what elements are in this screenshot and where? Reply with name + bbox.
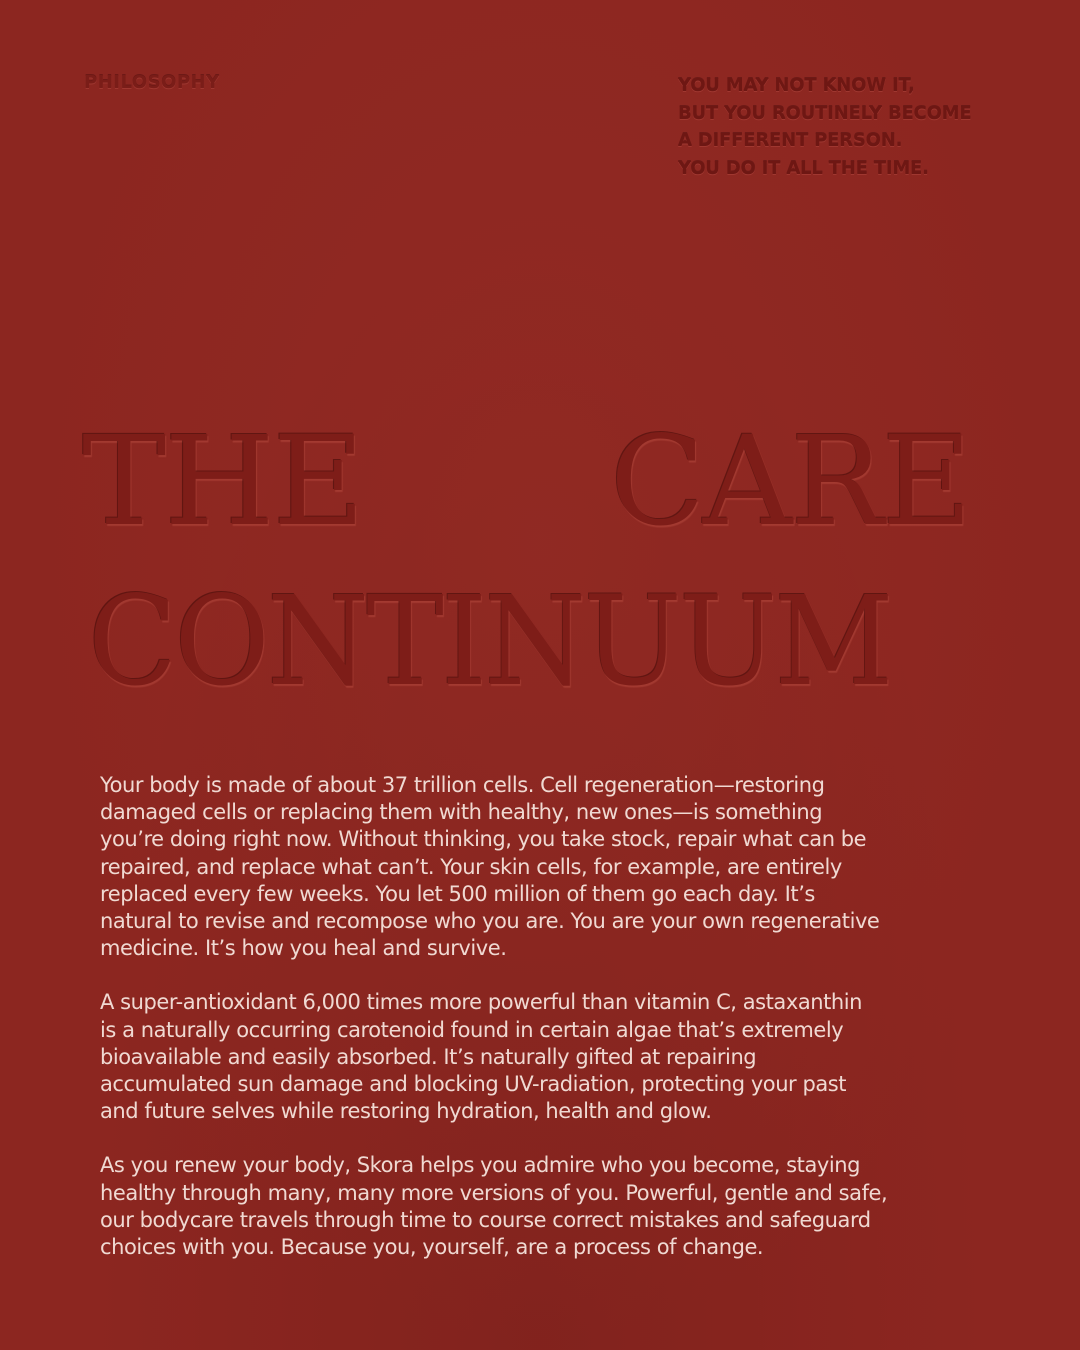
tagline-line: YOU DO IT ALL THE TIME. (678, 157, 929, 179)
body-copy (100, 772, 1000, 1288)
text-line: medicine. It’s how you heal and survive. (100, 936, 507, 961)
paragraph-skora (100, 1152, 1000, 1261)
text-line: is a naturally occurring carotenoid found in certain algae that’s extremely (100, 1017, 844, 1042)
text-line: A super-antioxidant 6,000 times more powerful than vitamin C, astaxanthin (100, 990, 862, 1015)
tagline-line: BUT YOU ROUTINELY BECOME (678, 102, 972, 124)
text-line: and future selves while restoring hydration, health and glow. (100, 1099, 712, 1124)
page-title (0, 410, 1080, 714)
text-line: healthy through many, many more versions of you. Powerful, gentle and safe, (100, 1180, 888, 1205)
paragraph-cell-regeneration (100, 772, 1000, 962)
section-kicker: PHILOSOPHY (84, 72, 220, 93)
text-line: Your body is made of about 37 trillion cells. Cell regeneration—restoring (100, 773, 825, 797)
text-line: bioavailable and easily absorbed. It’s naturally gifted at repairing (100, 1044, 757, 1069)
text-line: our bodycare travels through time to course correct mistakes and safeguard (100, 1207, 871, 1232)
text-line: As you renew your body, Skora helps you admire who you become, staying (100, 1153, 860, 1178)
title-word-care: CARE (610, 410, 971, 554)
text-line: repaired, and replace what can’t. Your skin cells, for example, are entirely (100, 854, 842, 879)
paragraph-astaxanthin (100, 989, 1000, 1125)
tagline-line: A DIFFERENT PERSON. (678, 130, 903, 151)
title-word-the: THE (82, 410, 363, 554)
text-line: damaged cells or replacing them with healthy, new ones—is something (100, 800, 823, 825)
tagline-line: YOU MAY NOT KNOW IT, (678, 75, 915, 96)
text-line: natural to revise and recompose who you are. You are your own regenerative (100, 909, 880, 934)
text-line: replaced every few weeks. You let 500 million of them go each day. It’s (100, 881, 815, 906)
text-line: choices with you. Because you, yourself, are a process of change. (100, 1235, 764, 1260)
text-line: accumulated sun damage and blocking UV-radiation, protecting your past (100, 1072, 847, 1097)
tagline (678, 72, 1048, 182)
title-word-continuum: CONTINUUM (88, 570, 891, 714)
text-line: you’re doing right now. Without thinking, you take stock, repair what can be (100, 827, 867, 852)
